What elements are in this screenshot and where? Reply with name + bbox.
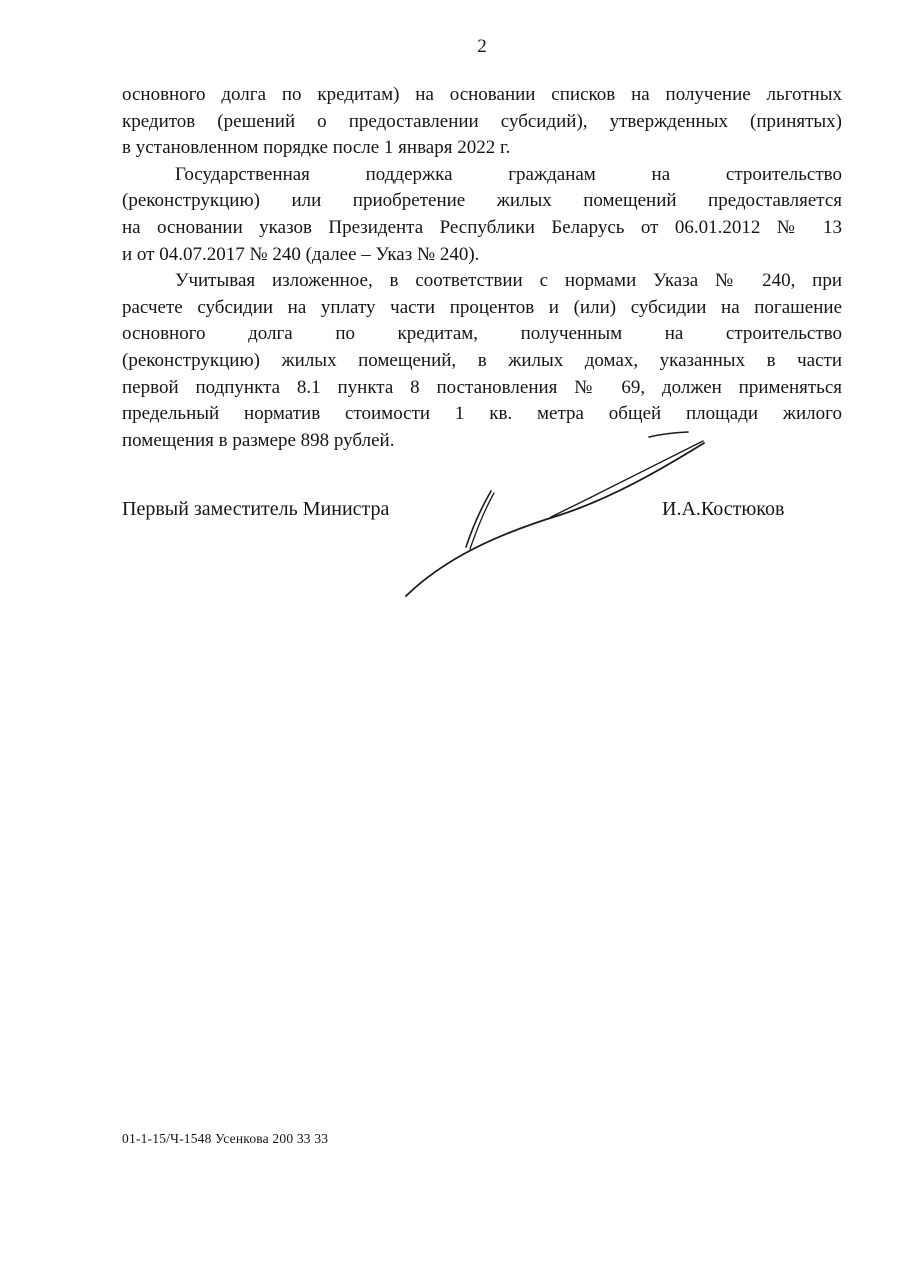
handwritten-signature-icon — [390, 420, 720, 610]
text-line: (реконструкцию) или приобретение жилых помещений предоставляется — [122, 190, 842, 212]
page-number: 2 — [477, 36, 487, 57]
reference-footer: 01-1-15/Ч-1548 Усенкова 200 33 33 — [122, 1131, 329, 1146]
text-line: Учитывая изложенное, в соответствии с нормами Указа № 240, при — [175, 270, 842, 292]
text-line: основного долга по кредитам, полученным на строительство — [122, 323, 842, 345]
text-line: на основании указов Президента Республики Беларусь от 06.01.2012 № 13 — [122, 216, 842, 238]
signer-position-label: Первый заместитель Министра — [122, 498, 390, 520]
text-line: в установленном порядке после 1 января 2022 г. — [122, 137, 511, 159]
text-line: предельный норматив стоимости 1 кв. метра общей площади жилого — [122, 403, 842, 425]
text-line: и от 04.07.2017 № 240 (далее – Указ № 240). — [122, 243, 480, 265]
text-line: Государственная поддержка гражданам на строительство — [175, 163, 842, 185]
paragraph — [122, 162, 842, 268]
document-body — [122, 82, 842, 454]
text-line: кредитов (решений о предоставлении субсидий), утвержденных (принятых) — [122, 110, 842, 132]
text-line: первой подпункта 8.1 пункта 8 постановления № 69, должен применяться — [122, 376, 842, 398]
text-line: основного долга по кредитам) на основании списков на получение льготных — [122, 84, 842, 105]
text-line: (реконструкцию) жилых помещений, в жилых домах, указанных в части — [122, 349, 842, 371]
text-line: расчете субсидии на уплату части процентов и (или) субсидии на погашение — [122, 296, 842, 318]
signer-name: И.А.Костюков — [662, 498, 785, 520]
text-line: помещения в размере 898 рублей. — [122, 429, 395, 451]
paragraph — [122, 82, 842, 162]
